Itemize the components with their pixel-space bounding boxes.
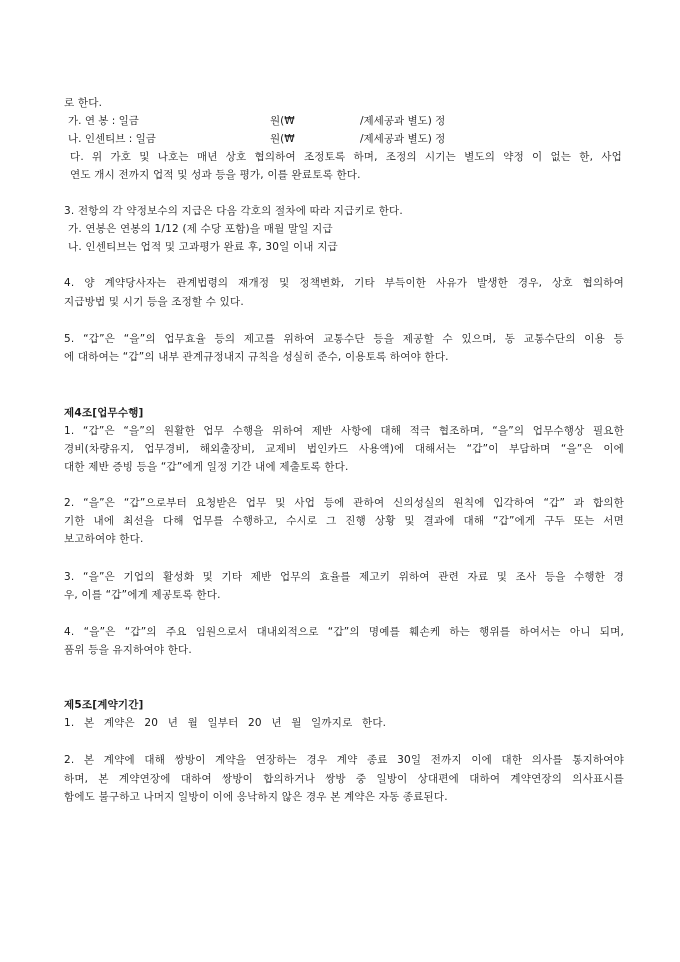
adjustment-clause-line-1: 다. 위 가호 및 나호는 매년 상호 협의하여 조정토록 하며, 조정의 시기는 별도의 약정 이 없는 한, 사업 [70,151,622,163]
incentive-won: 원(₩ [270,133,295,145]
adjustment-law-line-1: 4. 양 계약당사자는 관계법령의 재개정 및 정책변화, 기타 부득이한 사유가 발생한 경우, 상호 협의하여 [64,277,624,289]
incentive-label: 나. 인센티브 : 일금 [68,133,156,145]
article-4-p2-line-2: 기한 내에 최선을 다해 업무를 수행하고, 수시로 그 진행 상황 및 결과에 대해 “갑”에게 구두 또는 서면 [64,515,624,527]
incentive-tail: /제세공과 별도) 정 [360,133,446,145]
payment-salary-item: 가. 연봉은 연봉의 1/12 (제 수당 포함)을 매월 말일 지급 [68,223,333,235]
article-4-p1-line-1: 1. “갑”은 “을”의 원활한 업무 수행을 위하여 제반 사항에 대해 적극 협조하며, “을”의 업무수행상 필요한 [64,425,624,437]
article-4-p4-line-2: 품위 등을 유지하여야 한다. [64,644,192,656]
article-4-p3-line-2: 우, 이를 “갑”에게 제공토록 한다. [64,589,221,601]
adjustment-law-line-2: 지급방법 및 시기 등을 조정할 수 있다. [64,296,244,308]
payment-procedure-heading: 3. 전항의 각 약정보수의 지급은 다음 각호의 절차에 따라 지급키로 한다. [64,205,403,217]
article-4-p1-line-3: 대한 제반 증빙 등을 “갑”에게 일정 기간 내에 제출토록 한다. [64,461,349,473]
contract-period-line: 1. 본 계약은 20 년 월 일부터 20 년 월 일까지로 한다. [64,717,387,729]
article-5-p2-line-2: 하며, 본 계약연장에 대하여 쌍방이 합의하거나 쌍방 중 일방이 상대편에 대하여 계약연장의 의사표시를 [64,773,624,785]
article-4-p2-line-3: 보고하여야 한다. [64,533,144,545]
transport-line-2: 에 대하여는 “갑”의 내부 관계규정내지 규칙을 성실히 준수, 이용토록 하여야 한다. [64,351,449,363]
article-4-p4-line-1: 4. “을”은 “갑”의 주요 임원으로서 대내외적으로 “갑”의 명예를 훼손케 하는 행위를 하여서는 아니 되며, [64,626,624,638]
article-5-title: 제5조[계약기간] [64,699,144,711]
transport-line-1: 5. “갑”은 “을”의 업무효율 등의 제고를 위하여 교통수단 등을 제공할 수 있으며, 동 교통수단의 이용 등 [64,333,624,345]
article-4-p2-line-1: 2. “을”은 “갑”으로부터 요청받은 업무 및 사업 등에 관하여 신의성실의 원칙에 입각하여 “갑” 과 합의한 [64,497,624,509]
clause-continuation: 로 한다. [64,97,103,109]
salary-tail: /제세공과 별도) 정 [360,115,446,127]
salary-label: 가. 연 봉 : 일금 [68,115,139,127]
article-5-p2-line-3: 함에도 불구하고 나머지 일방이 이에 응낙하지 않은 경우 본 계약은 자동 종료된다. [64,791,448,803]
salary-won: 원(₩ [270,115,295,127]
payment-incentive-item: 나. 인센티브는 업적 및 고과평가 완료 후, 30일 이내 지급 [68,241,338,253]
article-4-p1-line-2: 경비(차량유지, 업무경비, 해외출장비, 교제비 법인카드 사용액)에 대해서는 “갑”이 부담하며 “을”은 이에 [64,443,624,455]
adjustment-clause-line-2: 연도 개시 전까지 업적 및 성과 등을 평가, 이를 완료토록 한다. [70,169,361,181]
article-4-title: 제4조[업무수행] [64,407,144,419]
article-4-p3-line-1: 3. “을”은 기업의 활성화 및 기타 제반 업무의 효율를 제고키 위하여 관련 자료 및 조사 등을 수행한 경 [64,571,624,583]
article-5-p2-line-1: 2. 본 계약에 대해 쌍방이 계약을 연장하는 경우 계약 종료 30일 전까지 이에 대한 의사를 통지하여야 [64,754,624,766]
